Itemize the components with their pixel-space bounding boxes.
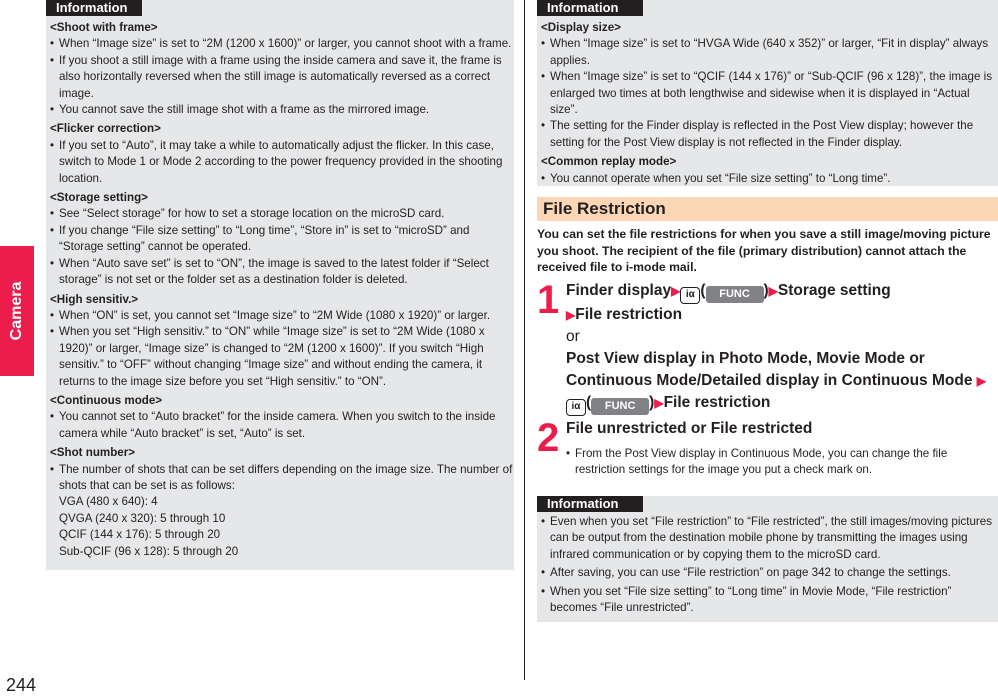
section-title: <Continuous mode> xyxy=(50,393,163,407)
bullet-item: • Even when you set “File restriction” to “File restricted”, the still images/moving pictures can be output from the destination mobile phone by transmitting the images using infrared communication or by copying them to the microSD card. xyxy=(541,514,998,563)
section-title: <Common replay mode> xyxy=(541,155,677,169)
section-title: <Shot number> xyxy=(50,446,136,460)
bullet-item: • When “ON” is set, you cannot set “Image size” to “2M Wide (1080 x 1920)” or larger. xyxy=(50,308,514,324)
section-title: <Display size> xyxy=(541,21,621,34)
step-label: File restriction xyxy=(663,394,771,411)
info-tab: Information xyxy=(537,0,643,16)
step-number: 2 xyxy=(537,416,560,460)
bullet-item: • When “Image size” is set to “2M (1200 x 1600)” or larger, you cannot shoot with a frame. xyxy=(50,36,514,52)
step-or: or xyxy=(566,328,580,345)
bullet-item: • You cannot save the still image shot with a frame as the mirrored image. xyxy=(50,102,514,118)
bullet-item: • See “Select storage” for how to set a storage location on the microSD card. xyxy=(50,206,514,222)
column-divider xyxy=(524,0,525,680)
bullet-item: • If you shoot a still image with a frame using the inside camera and save it, the frame is also horizontally reversed when the still image is automatically reversed as a correct image. xyxy=(50,53,514,102)
bullet-item: • When you set “File size setting” to “Long time” in Movie Mode, “File restriction” becomes “File unrestricted”. xyxy=(541,584,998,617)
arrow-icon: ▶ xyxy=(671,284,681,298)
step-line: Post View display in Photo Mode, Movie Mode or Continuous Mode/Detailed display in Continuous Mode ▶iα ( FUNC )▶File restriction xyxy=(566,348,998,416)
bullet-item: • You cannot operate when you set “File size setting” to “Long time”. xyxy=(541,171,998,187)
bullet-item: • The setting for the Finder display is reflected in the Post View display; however the setting for the Post View display is not reflected in the Finder display. xyxy=(541,118,998,151)
section-title: <Flicker correction> xyxy=(50,122,161,136)
bullet-item: • When you set “High sensitiv.” to “ON” while “Image size” is set to “2M Wide (1080 x 1920)” or larger, “Image size” is changed to “2M (1200 x 1600)”. If you switch “High sensitiv.” to “OFF” without changing “Image size” and without ending the camera, it returns to the image size before you set “High sensitiv.” to “ON”. xyxy=(50,324,514,390)
info-box-right-bottom xyxy=(537,496,998,622)
bullet-item: • When “Image size” is set to “HVGA Wide (640 x 352)” or larger, “Fit in display” always applies. xyxy=(541,36,998,69)
i-mode-key-icon: iα xyxy=(680,287,700,304)
info-box-left xyxy=(46,0,514,570)
step-label: File restriction xyxy=(575,306,683,323)
arrow-icon: ▶ xyxy=(976,374,986,388)
step-label: Storage setting xyxy=(777,282,891,299)
step-2-text: File unrestricted or File restricted xyxy=(566,420,813,437)
arrow-icon: ▶ xyxy=(654,396,664,410)
bullet-item: • If you change “File size setting” to “Long time”, “Store in” is set to “microSD” and “Storage setting” cannot be operated. xyxy=(50,223,514,256)
step-number: 1 xyxy=(537,278,560,322)
section-heading: File Restriction xyxy=(543,199,666,218)
section-heading-bar xyxy=(537,197,998,221)
arrow-icon: ▶ xyxy=(768,284,778,298)
section-title: <Shoot with frame> xyxy=(50,21,158,34)
step-2-note: • From the Post View display in Continuous Mode, you can change the file restriction settings for the image you put a check mark on. xyxy=(566,446,998,479)
step-label: Post View display in Photo Mode, Movie Mode or Continuous Mode/Detailed display in Continuous Mode xyxy=(566,350,973,389)
page-number: 244 xyxy=(6,675,37,695)
info-tab: Information xyxy=(537,496,643,512)
bullet-item: • After saving, you can use “File restriction” on page 342 to change the settings. xyxy=(541,565,998,581)
i-mode-key-icon: iα xyxy=(566,399,586,416)
step-label: Finder display xyxy=(566,282,672,299)
shot-number-line: Sub-QCIF (96 x 128): 5 through 20 xyxy=(59,544,239,558)
info-body xyxy=(541,18,998,187)
arrow-icon: ▶ xyxy=(566,308,576,322)
func-key-icon: FUNC xyxy=(706,286,764,303)
section-title: <Storage setting> xyxy=(50,191,148,205)
bullet-item: • If you set to “Auto”, it may take a while to automatically adjust the flicker. In this case, switch to Mode 1 or Mode 2 according to the power frequency provided in the shooting location. xyxy=(50,138,514,187)
bullet-item: • When “Image size” is set to “QCIF (144 x 176)” or “Sub-QCIF (96 x 128)”, the image is enlarged two times at both lengthwise and sidewise when it is displayed in “Actual size”. xyxy=(541,69,998,118)
func-key-icon: FUNC xyxy=(591,398,649,415)
section-title: <High sensitiv.> xyxy=(50,292,139,306)
bullet-item: • When “Auto save set” is set to “ON”, the image is saved to the latest folder if “Select storage” is not set or the folder set as a destination folder is deleted. xyxy=(50,256,514,289)
shot-number-line: VGA (480 x 640): 4 xyxy=(59,495,158,509)
step-line: Finder display▶ iα ( FUNC )▶Storage setting xyxy=(566,280,998,304)
bullet-item: • You cannot set to “Auto bracket” for the inside camera. When you switch to the inside camera while “Auto bracket” is set, “Auto” is set. xyxy=(50,409,514,442)
intro-text: You can set the file restrictions for when you save a still image/moving picture you shoot. The recipient of the file (primary distribution) cannot attach the received file to i-mode mail. xyxy=(537,227,991,274)
side-index-label: Camera xyxy=(8,281,25,341)
step-1-text xyxy=(566,280,998,416)
bullet-item: • The number of shots that can be set differs depending on the image size. The number of shots that can be set is as follows: xyxy=(50,462,514,495)
step-line xyxy=(566,304,998,326)
info-tab: Information xyxy=(46,0,142,16)
info-box-right-top xyxy=(537,0,998,186)
shot-number-line: QVGA (240 x 320): 5 through 10 xyxy=(59,511,226,525)
side-index-tab xyxy=(0,246,34,376)
info-body xyxy=(541,514,998,616)
info-body xyxy=(50,18,514,560)
shot-number-line: QCIF (144 x 176): 5 through 20 xyxy=(59,528,221,542)
